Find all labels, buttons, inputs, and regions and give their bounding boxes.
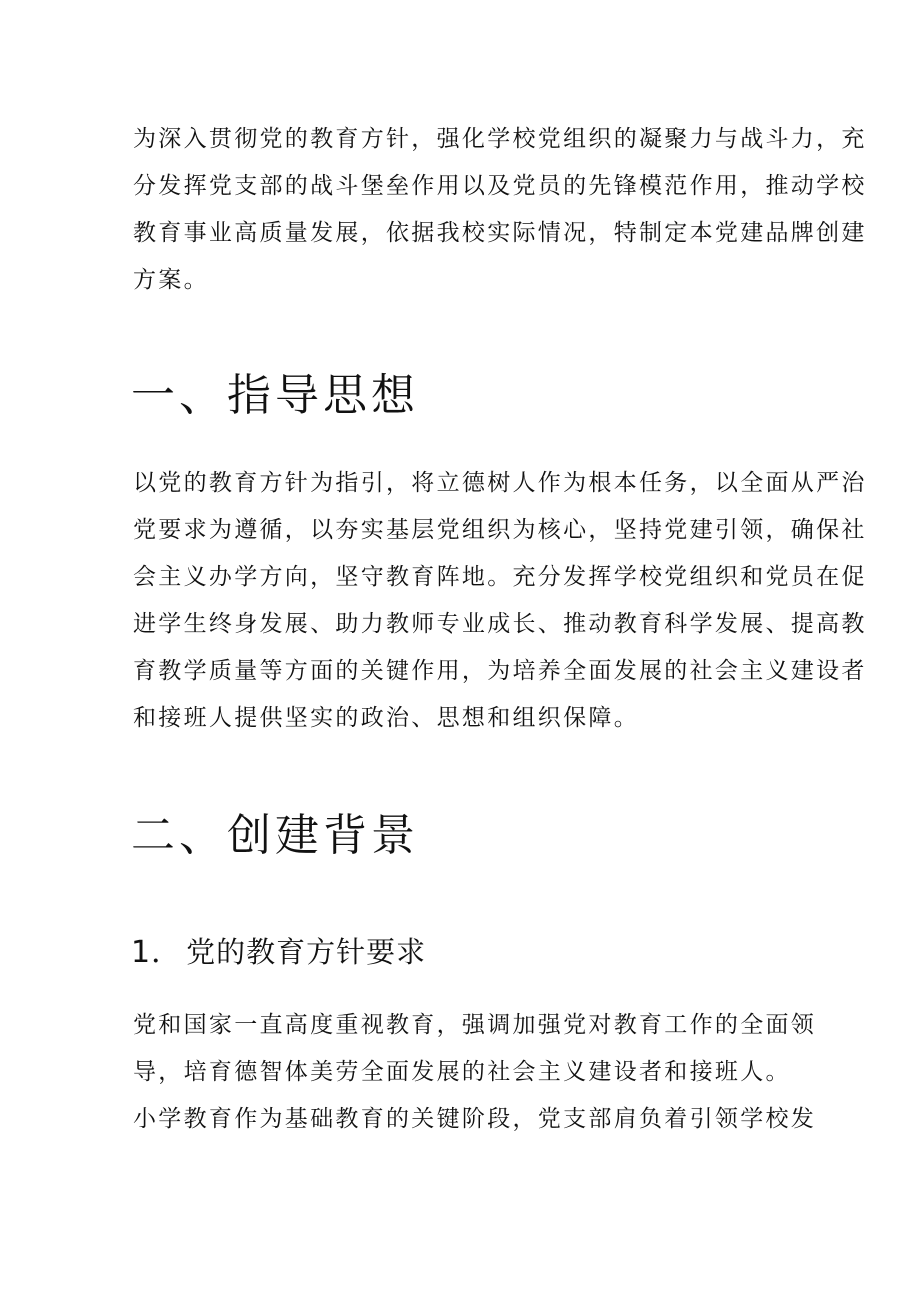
paragraph-line: 育教学质量等方面的关键作用，为培养全面发展的社会主义建设者 xyxy=(133,658,867,684)
intro-line: 教育事业高质量发展，依据我校实际情况，特制定本党建品牌创建 xyxy=(133,220,867,246)
background-paragraph xyxy=(133,1002,817,1143)
section-heading-background: 二、创建背景 xyxy=(131,810,419,861)
paragraph-line: 党和国家一直高度重视教育，强调加强党对教育工作的全面领 xyxy=(133,1012,817,1038)
paragraph-line: 党要求为遵循，以夯实基层党组织为核心，坚持党建引领，确保社 xyxy=(133,517,867,543)
intro-line: 方案。 xyxy=(133,267,209,293)
paragraph-line: 以党的教育方针为指引，将立德树人作为根本任务，以全面从严治 xyxy=(133,470,867,496)
paragraph-line: 和接班人提供坚实的政治、思想和组织保障。 xyxy=(133,705,639,731)
intro-line: 分发挥党支部的战斗堡垒作用以及党员的先锋模范作用，推动学校 xyxy=(133,173,867,199)
section-heading-guiding-ideology: 一、指导思想 xyxy=(131,370,419,421)
subsection-title: 党的教育方针要求 xyxy=(186,935,427,969)
paragraph-line: 进学生终身发展、助力教师专业成长、推动教育科学发展、提高教 xyxy=(133,611,867,637)
paragraph-line: 小学教育作为基础教育的关键阶段，党支部肩负着引领学校发 xyxy=(133,1106,817,1132)
guiding-ideology-paragraph xyxy=(133,460,867,742)
paragraph-line: 导，培育德智体美劳全面发展的社会主义建设者和接班人。 xyxy=(133,1059,791,1085)
subsection-number: 1． xyxy=(131,935,183,970)
paragraph-line: 会主义办学方向，坚守教育阵地。充分发挥学校党组织和党员在促 xyxy=(133,564,867,590)
subsection-heading xyxy=(131,932,426,973)
intro-paragraph xyxy=(133,116,867,304)
intro-line: 为深入贯彻党的教育方针，强化学校党组织的凝聚力与战斗力，充 xyxy=(133,126,867,152)
